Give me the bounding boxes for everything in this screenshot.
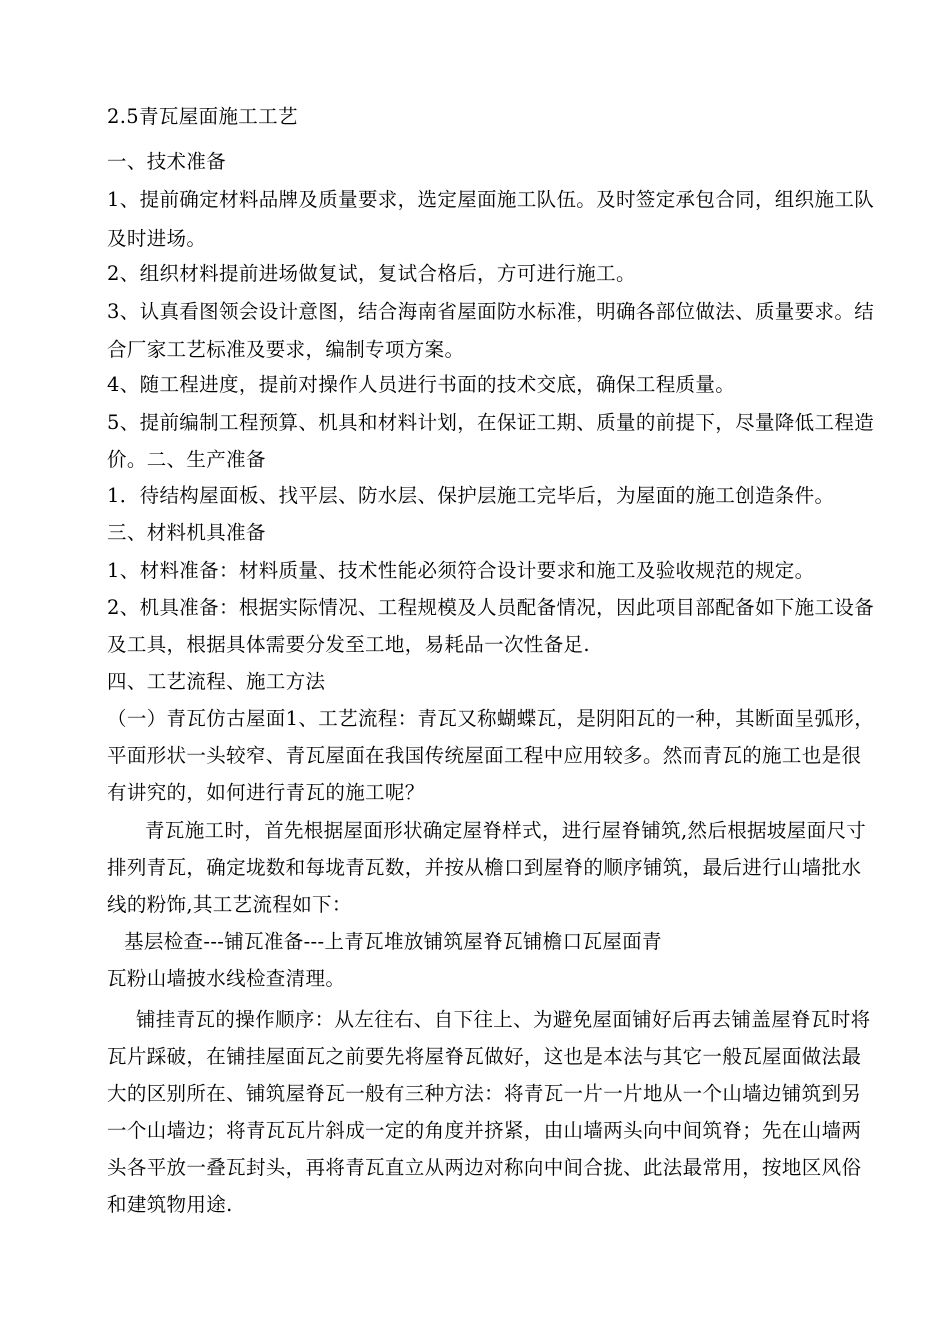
text-line: 1、材料准备：材料质量、技术性能必须符合设计要求和施工及验收规范的规定。 (107, 559, 815, 582)
text-line: 线的粉饰,其工艺流程如下： (107, 893, 352, 916)
text-line: 1．待结构屋面板、找平层、防水层、保护层施工完毕后，为屋面的施工创造条件。 (107, 484, 835, 507)
process-flow-line: 瓦粉山墙披水线检查清理。 (107, 967, 346, 990)
heading-technical-preparation: 一、技术准备 (107, 150, 227, 173)
text-line: 及工具，根据具体需要分发至工地，易耗品一次性备足. (107, 633, 590, 656)
heading-material-equipment: 三、材料机具准备 (107, 521, 266, 544)
text-line: 和建筑物用途. (107, 1193, 233, 1216)
text-line: 青瓦施工时，首先根据屋面形状确定屋脊样式，进行屋脊铺筑,然后根据坡屋面尺寸 (145, 819, 867, 842)
text-line: 2、组织材料提前进场做复试，复试合格后，方可进行施工。 (107, 262, 636, 285)
process-flow-line: 基层检查---铺瓦准备---上青瓦堆放铺筑屋脊瓦铺檐口瓦屋面青 (124, 930, 662, 953)
text-line: 2、机具准备：根据实际情况、工程规模及人员配备情况，因此项目部配备如下施工设备 (107, 596, 875, 619)
text-line: 5、提前编制工程预算、机具和材料计划，在保证工期、质量的前提下，尽量降低工程造 (107, 411, 875, 434)
text-line: 大的区别所在、铺筑屋脊瓦一般有三种方法：将青瓦一片一片地从一个山墙边铺筑到另 (107, 1082, 862, 1105)
text-line: 铺挂青瓦的操作顺序：从左往右、自下往上、为避免屋面铺好后再去铺盖屋脊瓦时将 (136, 1008, 871, 1031)
text-line: 1、提前确定材料品牌及质量要求，选定屋面施工队伍。及时签定承包合同，组织施工队 (107, 188, 875, 211)
text-line: 头各平放一叠瓦封头，再将青瓦直立从两边对称向中间合拢、此法最常用，按地区风俗 (107, 1156, 862, 1179)
text-line: 平面形状一头较窄、青瓦屋面在我国传统屋面工程中应用较多。然而青瓦的施工也是很 (107, 744, 862, 767)
text-line: 瓦片踩破，在铺挂屋面瓦之前要先将屋脊瓦做好，这也是本法与其它一般瓦屋面做法最 (107, 1045, 862, 1068)
text-line: 有讲究的，如何进行青瓦的施工呢？ (107, 781, 425, 804)
text-line: 排列青瓦，确定垅数和每垅青瓦数，并按从檐口到屋脊的顺序铺筑，最后进行山墙批水 (107, 856, 862, 879)
text-line: （一）青瓦仿古屋面1、工艺流程：青瓦又称蝴蝶瓦，是阴阳瓦的一种，其断面呈弧形， (107, 707, 875, 730)
text-line: 及时进场。 (107, 227, 207, 250)
section-title: 2.5青瓦屋面施工工艺 (107, 105, 298, 128)
text-line: 一个山墙边；将青瓦瓦片斜成一定的角度并挤紧，由山墙两头向中间筑脊；先在山墙两 (107, 1119, 862, 1142)
text-line: 价。二、生产准备 (107, 448, 266, 471)
text-line: 合厂家工艺标准及要求，编制专项方案。 (107, 338, 465, 361)
text-line: 3、认真看图领会设计意图，结合海南省屋面防水标准，明确各部位做法、质量要求。结 (107, 300, 875, 323)
text-line: 4、随工程进度，提前对操作人员进行书面的技术交底，确保工程质量。 (107, 373, 736, 396)
heading-process-method: 四、工艺流程、施工方法 (107, 670, 326, 693)
